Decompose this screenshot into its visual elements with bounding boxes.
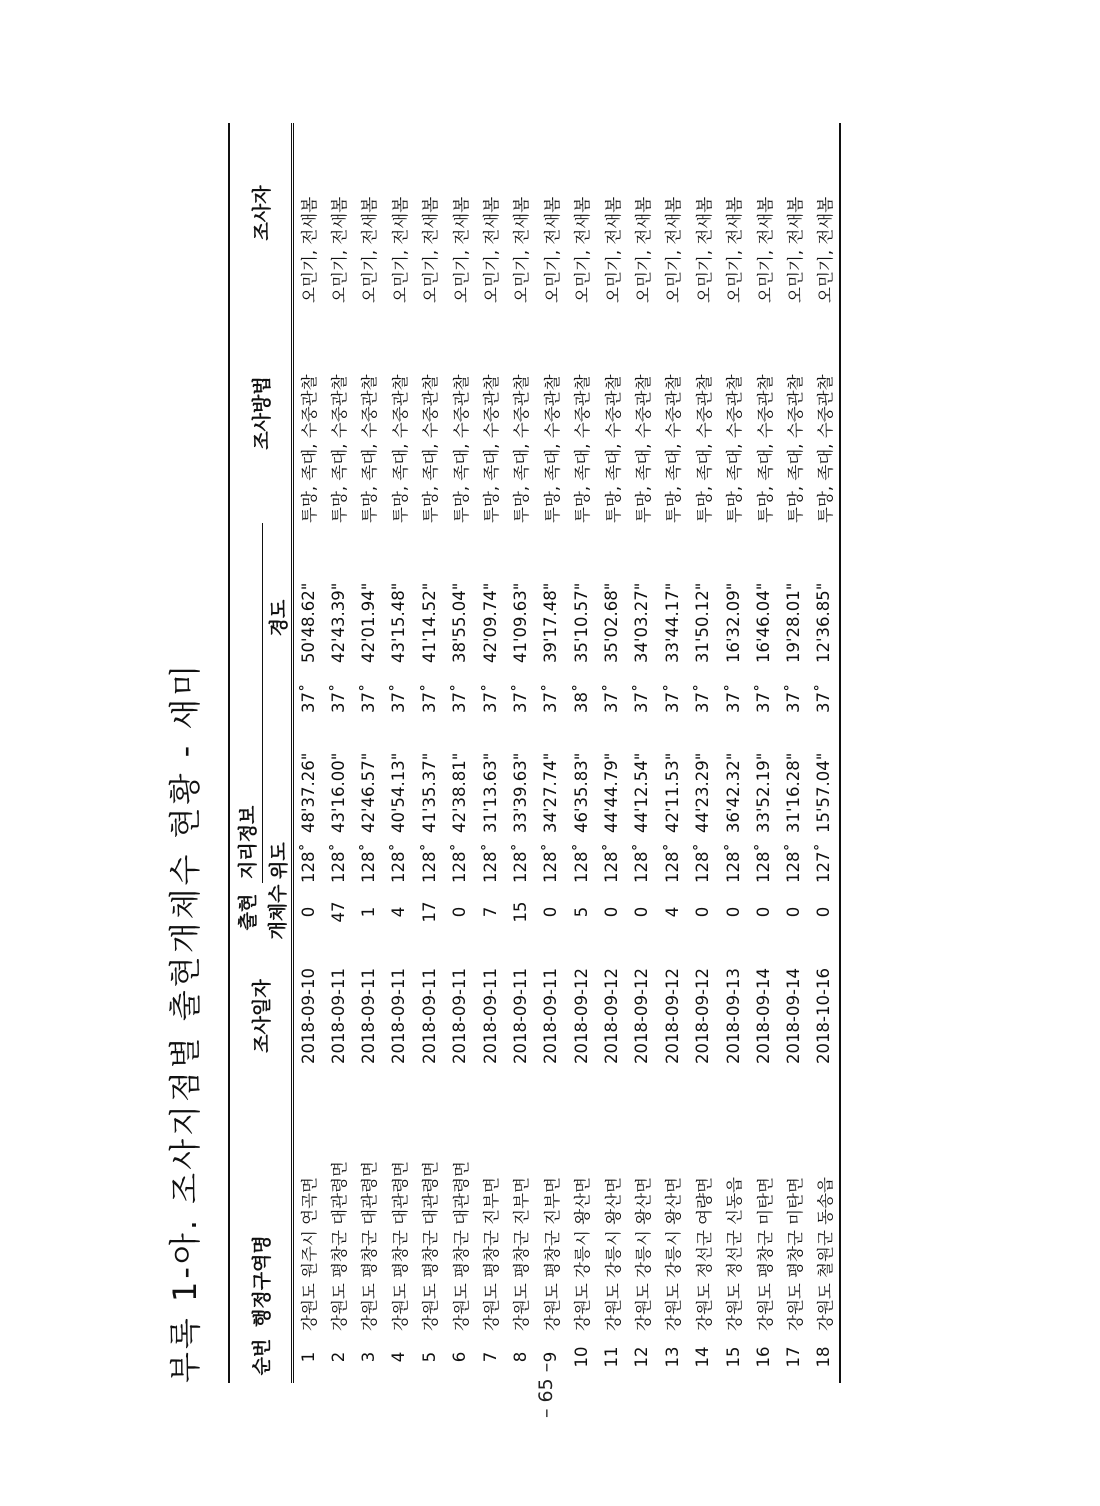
row-no: 15 <box>723 1346 743 1368</box>
row-lat-min: 33'39.63" <box>510 752 530 833</box>
row-method: 투망, 족대, 수중관찰 <box>573 374 593 523</box>
row-no: 7 <box>480 1351 500 1363</box>
row-count: 47 <box>328 901 348 923</box>
table-row <box>293 123 323 1383</box>
row-region: 강원도 평창군 미탄면 <box>785 1177 805 1331</box>
row-lat-deg: 128˚ <box>693 843 713 883</box>
row-count: 0 <box>723 906 743 918</box>
header-lat: 위도 <box>263 713 293 883</box>
table-row <box>809 123 839 1383</box>
header-date: 조사일자 <box>251 979 273 1053</box>
row-lat-min: 44'12.54" <box>632 752 652 833</box>
row-date: 2018-09-14 <box>784 968 804 1064</box>
table-row <box>475 123 505 1383</box>
table-row <box>384 123 414 1383</box>
row-no: 18 <box>814 1346 834 1368</box>
row-surveyor: 오민기, 전새봄 <box>330 196 350 303</box>
row-lon-min: 12'36.85" <box>814 582 834 663</box>
row-lat-min: 31'16.28" <box>784 752 804 833</box>
row-surveyor: 오민기, 전새봄 <box>603 196 623 303</box>
row-count: 5 <box>571 906 591 918</box>
row-region: 강원도 정선군 여량면 <box>694 1177 714 1331</box>
row-no: 12 <box>632 1346 652 1368</box>
row-method: 투망, 족대, 수중관찰 <box>482 374 502 523</box>
row-region: 강원도 정선군 신동읍 <box>725 1177 745 1331</box>
row-lon-min: 16'32.09" <box>723 582 743 663</box>
row-surveyor: 오민기, 전새봄 <box>664 196 684 303</box>
row-date: 2018-09-12 <box>602 968 622 1064</box>
row-surveyor: 오민기, 전새봄 <box>542 196 562 303</box>
row-lon-deg: 37˚ <box>389 683 409 713</box>
row-surveyor: 오민기, 전새봄 <box>785 196 805 303</box>
row-lat-deg: 128˚ <box>602 843 622 883</box>
row-lon-deg: 37˚ <box>298 683 318 713</box>
row-surveyor: 오민기, 전새봄 <box>725 196 745 303</box>
row-lon-deg: 37˚ <box>419 683 439 713</box>
row-lat-deg: 128˚ <box>480 843 500 883</box>
page-title: 부록 1-아. 조사지점별 출현개체수 현황 - 새미 <box>166 661 204 1383</box>
table-row <box>596 123 626 1383</box>
row-date: 2018-09-10 <box>298 968 318 1064</box>
row-date: 2018-09-11 <box>328 968 348 1064</box>
row-method: 투망, 족대, 수중관찰 <box>390 374 410 523</box>
row-lon-min: 41'14.52" <box>419 582 439 663</box>
row-lat-deg: 127˚ <box>814 843 834 883</box>
row-region: 강원도 원주시 연곡면 <box>300 1177 320 1331</box>
row-no: 3 <box>358 1351 378 1363</box>
row-date: 2018-09-11 <box>450 968 470 1064</box>
row-lon-min: 33'44.17" <box>662 582 682 663</box>
header-surveyor: 조사자 <box>251 185 273 241</box>
row-count: 15 <box>510 901 530 923</box>
row-count: 0 <box>693 906 713 918</box>
row-date: 2018-09-11 <box>419 968 439 1064</box>
row-lon-min: 19'28.01" <box>784 582 804 663</box>
row-count: 0 <box>784 906 804 918</box>
row-count: 1 <box>358 906 378 918</box>
header-row-1 <box>229 123 263 1383</box>
row-count: 0 <box>814 906 834 918</box>
row-region: 강원도 평창군 진부면 <box>512 1177 532 1331</box>
row-method: 투망, 족대, 수중관찰 <box>694 374 714 523</box>
row-lat-deg: 128˚ <box>298 843 318 883</box>
row-lat-deg: 128˚ <box>389 843 409 883</box>
row-no: 14 <box>693 1346 713 1368</box>
row-surveyor: 오민기, 전새봄 <box>573 196 593 303</box>
row-lat-deg: 128˚ <box>328 843 348 883</box>
row-lat-deg: 128˚ <box>450 843 470 883</box>
row-method: 투망, 족대, 수중관찰 <box>421 374 441 523</box>
row-method: 투망, 족대, 수중관찰 <box>451 374 471 523</box>
row-count: 0 <box>602 906 622 918</box>
row-lon-min: 42'01.94" <box>358 582 378 663</box>
row-region: 강원도 철원군 동송읍 <box>815 1177 835 1331</box>
row-region: 강원도 강릉시 왕산면 <box>603 1177 623 1331</box>
row-region: 강원도 강릉시 왕산면 <box>573 1177 593 1331</box>
row-surveyor: 오민기, 전새봄 <box>694 196 714 303</box>
row-surveyor: 오민기, 전새봄 <box>815 196 835 303</box>
row-lon-min: 35'10.57" <box>571 582 591 663</box>
row-count: 0 <box>632 906 652 918</box>
header-lon: 경도 <box>263 523 293 713</box>
row-surveyor: 오민기, 전새봄 <box>300 196 320 303</box>
row-no: 6 <box>450 1351 470 1363</box>
row-region: 강원도 평창군 진부면 <box>482 1177 502 1331</box>
row-lat-min: 48'37.26" <box>298 752 318 833</box>
row-method: 투망, 족대, 수중관찰 <box>664 374 684 523</box>
row-no: 5 <box>419 1351 439 1363</box>
row-lon-min: 16'46.04" <box>754 582 774 663</box>
row-region: 강원도 강릉시 왕산면 <box>633 1177 653 1331</box>
row-count: 17 <box>419 901 439 923</box>
row-lat-min: 31'13.63" <box>480 752 500 833</box>
row-region: 강원도 평창군 대관령면 <box>421 1161 441 1331</box>
row-lon-deg: 37˚ <box>693 683 713 713</box>
row-lon-min: 34'03.27" <box>632 582 652 663</box>
table-row <box>627 123 657 1383</box>
row-method: 투망, 족대, 수중관찰 <box>300 374 320 523</box>
header-method: 조사방법 <box>251 376 273 450</box>
row-lat-deg: 128˚ <box>662 843 682 883</box>
row-lon-min: 42'09.74" <box>480 582 500 663</box>
row-date: 2018-09-11 <box>358 968 378 1064</box>
row-lon-deg: 37˚ <box>754 683 774 713</box>
header-region: 행정구역명 <box>251 1235 273 1327</box>
row-method: 투망, 족대, 수중관찰 <box>603 374 623 523</box>
row-lat-deg: 128˚ <box>510 843 530 883</box>
table-row <box>444 123 474 1383</box>
row-date: 2018-10-16 <box>814 968 834 1064</box>
row-lon-deg: 37˚ <box>662 683 682 713</box>
row-no: 13 <box>662 1346 682 1368</box>
row-surveyor: 오민기, 전새봄 <box>451 196 471 303</box>
row-lon-min: 41'09.63" <box>510 582 530 663</box>
row-surveyor: 오민기, 전새봄 <box>755 196 775 303</box>
table-row <box>748 123 778 1383</box>
row-lat-min: 44'23.29" <box>693 752 713 833</box>
table-row <box>688 123 718 1383</box>
row-lat-min: 40'54.13" <box>389 752 409 833</box>
row-region: 강원도 강릉시 왕산면 <box>664 1177 684 1331</box>
row-lat-min: 46'35.83" <box>571 752 591 833</box>
row-count: 4 <box>662 906 682 918</box>
page-number: – 65 – <box>535 1362 557 1418</box>
table-row <box>657 123 687 1383</box>
row-count: 7 <box>480 906 500 918</box>
row-lat-deg: 128˚ <box>419 843 439 883</box>
row-date: 2018-09-12 <box>662 968 682 1064</box>
row-lon-deg: 37˚ <box>784 683 804 713</box>
row-lat-deg: 128˚ <box>632 843 652 883</box>
row-surveyor: 오민기, 전새봄 <box>512 196 532 303</box>
row-region: 강원도 평창군 대관령면 <box>451 1161 471 1331</box>
row-date: 2018-09-11 <box>389 968 409 1064</box>
row-lat-min: 33'52.19" <box>754 752 774 833</box>
row-method: 투망, 족대, 수중관찰 <box>815 374 835 523</box>
header-count-bottom: 개체수 <box>267 884 290 940</box>
row-lat-min: 44'44.79" <box>602 752 622 833</box>
row-region: 강원도 평창군 대관령면 <box>330 1161 350 1331</box>
row-method: 투망, 족대, 수중관찰 <box>785 374 805 523</box>
row-date: 2018-09-11 <box>541 968 561 1064</box>
row-count: 0 <box>541 906 561 918</box>
row-method: 투망, 족대, 수중관찰 <box>360 374 380 523</box>
row-lat-min: 36'42.32" <box>723 752 743 833</box>
row-count: 0 <box>298 906 318 918</box>
row-no: 9 <box>541 1351 561 1363</box>
row-lon-deg: 37˚ <box>358 683 378 713</box>
row-date: 2018-09-14 <box>754 968 774 1064</box>
row-lat-min: 42'38.81" <box>450 752 470 833</box>
row-lon-min: 31'50.12" <box>693 582 713 663</box>
row-date: 2018-09-12 <box>571 968 591 1064</box>
row-lon-deg: 37˚ <box>723 683 743 713</box>
row-no: 10 <box>571 1346 591 1368</box>
row-no: 8 <box>510 1351 530 1363</box>
row-lat-min: 42'46.57" <box>358 752 378 833</box>
row-lon-deg: 37˚ <box>602 683 622 713</box>
row-lat-min: 41'35.37" <box>419 752 439 833</box>
header-no: 순번 <box>251 1338 273 1376</box>
row-surveyor: 오민기, 전새봄 <box>421 196 441 303</box>
row-method: 투망, 족대, 수중관찰 <box>512 374 532 523</box>
table-row <box>323 123 353 1383</box>
row-lon-min: 38'55.04" <box>450 582 470 663</box>
row-lat-deg: 128˚ <box>754 843 774 883</box>
table-row <box>414 123 444 1383</box>
row-method: 투망, 족대, 수중관찰 <box>755 374 775 523</box>
row-date: 2018-09-13 <box>723 968 743 1064</box>
row-count: 4 <box>389 906 409 918</box>
row-method: 투망, 족대, 수중관찰 <box>633 374 653 523</box>
header-count-top: 출현 <box>236 893 259 931</box>
row-lon-deg: 37˚ <box>328 683 348 713</box>
row-lon-min: 35'02.68" <box>602 582 622 663</box>
row-surveyor: 오민기, 전새봄 <box>390 196 410 303</box>
table-row <box>779 123 809 1383</box>
row-region: 강원도 평창군 미탄면 <box>755 1177 775 1331</box>
row-no: 4 <box>389 1351 409 1363</box>
row-no: 17 <box>784 1346 804 1368</box>
row-lon-deg: 37˚ <box>541 683 561 713</box>
row-date: 2018-09-12 <box>632 968 652 1064</box>
row-region: 강원도 평창군 대관령면 <box>360 1161 380 1331</box>
survey-table <box>228 123 841 1383</box>
header-geo: 지리정보 <box>236 805 259 879</box>
row-lon-deg: 37˚ <box>450 683 470 713</box>
table-row <box>505 123 535 1383</box>
row-no: 11 <box>602 1346 622 1368</box>
row-lon-min: 43'15.48" <box>389 582 409 663</box>
row-lat-min: 34'27.74" <box>541 752 561 833</box>
row-lat-deg: 128˚ <box>784 843 804 883</box>
row-method: 투망, 족대, 수중관찰 <box>725 374 745 523</box>
row-lat-deg: 128˚ <box>723 843 743 883</box>
row-lat-min: 15'57.04" <box>814 752 834 833</box>
row-lon-deg: 37˚ <box>510 683 530 713</box>
table-body <box>293 123 840 1383</box>
row-no: 2 <box>328 1351 348 1363</box>
table-row <box>718 123 748 1383</box>
row-lat-min: 42'11.53" <box>662 752 682 833</box>
row-lon-deg: 37˚ <box>814 683 834 713</box>
row-lon-deg: 38˚ <box>571 683 591 713</box>
row-surveyor: 오민기, 전새봄 <box>633 196 653 303</box>
row-no: 16 <box>754 1346 774 1368</box>
row-lat-min: 43'16.00" <box>328 752 348 833</box>
row-date: 2018-09-11 <box>480 968 500 1064</box>
row-no: 1 <box>298 1351 318 1363</box>
table-row <box>566 123 596 1383</box>
row-surveyor: 오민기, 전새봄 <box>482 196 502 303</box>
row-lon-deg: 37˚ <box>480 683 500 713</box>
row-lat-deg: 128˚ <box>358 843 378 883</box>
row-lon-min: 42'43.39" <box>328 582 348 663</box>
row-method: 투망, 족대, 수중관찰 <box>542 374 562 523</box>
row-count: 0 <box>754 906 774 918</box>
row-region: 강원도 평창군 진부면 <box>542 1177 562 1331</box>
row-method: 투망, 족대, 수중관찰 <box>330 374 350 523</box>
row-region: 강원도 평창군 대관령면 <box>390 1161 410 1331</box>
row-lon-deg: 37˚ <box>632 683 652 713</box>
row-date: 2018-09-11 <box>510 968 530 1064</box>
row-count: 0 <box>450 906 470 918</box>
row-date: 2018-09-12 <box>693 968 713 1064</box>
row-lon-min: 50'48.62" <box>298 582 318 663</box>
row-lon-min: 39'17.48" <box>541 582 561 663</box>
table-row <box>536 123 566 1383</box>
row-lat-deg: 128˚ <box>571 843 591 883</box>
table-row <box>353 123 383 1383</box>
row-surveyor: 오민기, 전새봄 <box>360 196 380 303</box>
row-lat-deg: 128˚ <box>541 843 561 883</box>
